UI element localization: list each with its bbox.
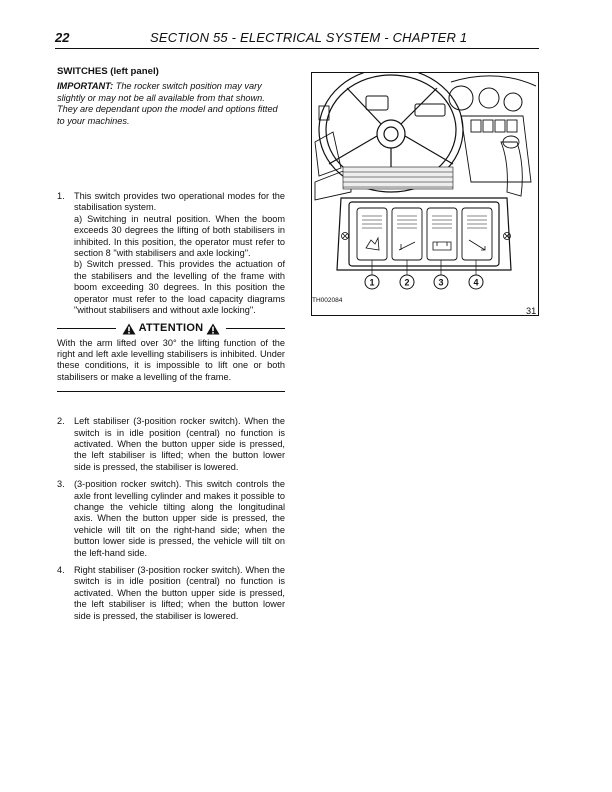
attention-rule-left <box>57 328 116 329</box>
text-column <box>57 66 285 628</box>
callout-label: 1 <box>369 277 375 288</box>
callout-label: 3 <box>438 277 444 288</box>
figure-code: TH002084 <box>312 297 343 304</box>
important-note <box>57 81 285 127</box>
attention-text: With the arm lifted over 30° the lifting function of the right and left axle levelling stabilisers is inhibited. Under these conditions, it is impossible to lift one or both stabilisers or make a levelling of the frame. <box>57 337 285 382</box>
item-number: 3. <box>57 479 65 490</box>
section-heading: SWITCHES (left panel) <box>57 66 159 77</box>
attention-label: ATTENTION <box>138 321 204 334</box>
important-label: IMPORTANT: <box>57 81 114 92</box>
item-number: 4. <box>57 565 65 575</box>
item-paragraph: This switch provides two operational modes for the stabilisation system. <box>74 191 285 213</box>
list-item <box>57 479 285 559</box>
attention-rule-right <box>226 328 285 329</box>
attention-rule-bottom <box>57 391 285 392</box>
item-number: 1. <box>57 191 65 202</box>
item-paragraph: (3-position rocker switch). This switch controls the axle front levelling cylinder and makes it possible to change the vehicle tilting along the longitudinal axis. When the button upper side is pressed, the vehicle will tilt on the right-hand side; when the button lower side is pressed, the vehicle will tilt on the left-hand side. <box>74 479 285 558</box>
header-rule <box>55 48 539 49</box>
warning-icon <box>122 323 136 335</box>
list-item <box>57 565 285 622</box>
switch-list <box>57 416 285 622</box>
dashboard-illustration <box>311 72 539 316</box>
warning-icon <box>206 323 220 335</box>
important-text: The rocker switch position may vary slightly or may not be all available from that shown. They are dependant upon the model and options fitted to your machines. <box>57 81 278 126</box>
page-number: 22 <box>55 30 70 45</box>
callout-label: 4 <box>473 277 479 288</box>
item-paragraph: b) Switch pressed. This provides the actuation of the stabilisers and the levelling of the frame with boom exceeding 30 degrees. In this position the operator must refer to the load capacity diagrams "without stabilisers and without axle locking". <box>74 259 285 316</box>
figure-number: 31 <box>526 306 537 316</box>
list-item <box>57 191 285 316</box>
section-title: SECTION 55 - ELECTRICAL SYSTEM - CHAPTER 1 <box>150 30 468 45</box>
item-paragraph: Right stabiliser (3-position rocker switch). When the switch is in idle position (central) no function is activated. When the button upper side is pressed, the left stabiliser is lifted; when the button lower side is pressed, the stabiliser is lowered. <box>74 565 285 621</box>
attention-banner <box>57 323 285 335</box>
item-paragraph: Left stabiliser (3-position rocker switch). When the switch is in idle position (central) no function is activated. When the button upper side is pressed, the left stabiliser is lifted; when the button lower side is pressed, the stabiliser is lowered. <box>74 416 285 472</box>
list-item <box>57 416 285 473</box>
callout-label: 2 <box>404 277 410 288</box>
item-number: 2. <box>57 416 65 427</box>
switch-list <box>57 191 285 316</box>
item-paragraph: a) Switching in neutral position. When the boom exceeds 30 degrees the lifting of both stabilisers in inhibited. In this position, the operator must refer to section 8 "with stabilisers and axle locking". <box>74 213 285 259</box>
